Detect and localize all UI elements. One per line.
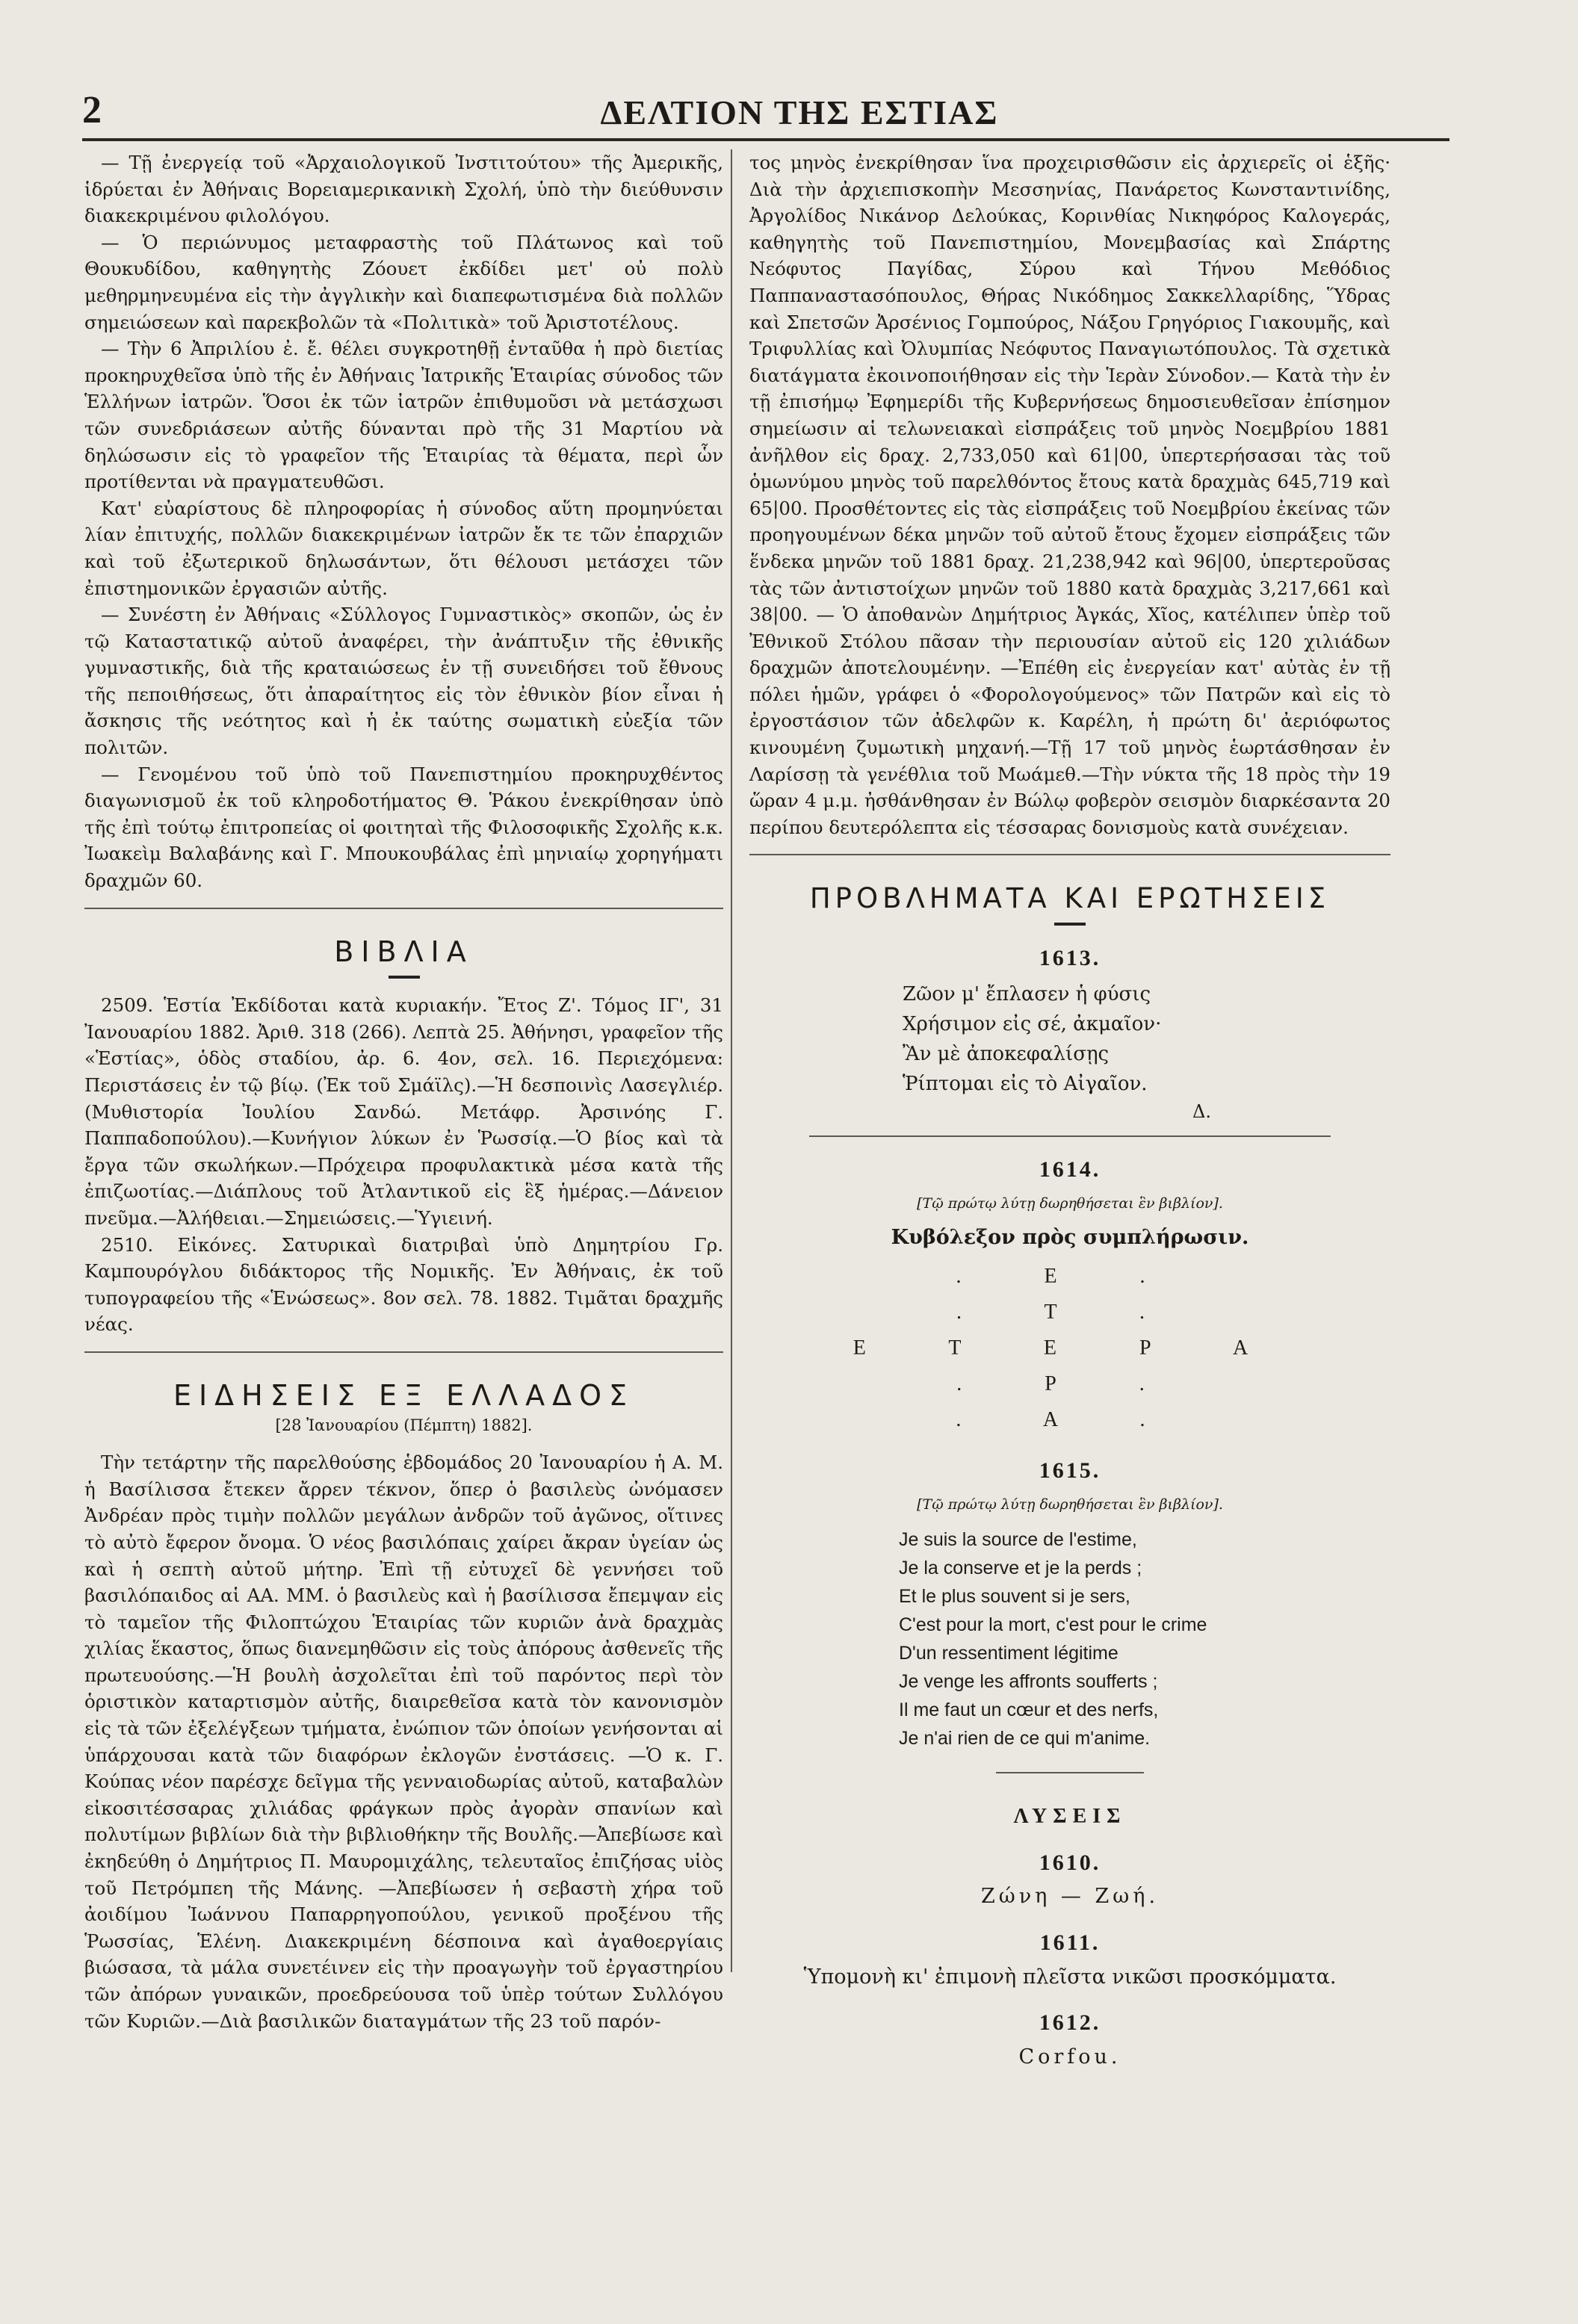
heading-dash xyxy=(1054,923,1086,926)
puzzle-verse xyxy=(903,979,1390,1099)
news-item: — Ὁ περιώνυμος μεταφραστὴς τοῦ Πλάτωνος καὶ τοῦ Θουκυδίδου, καθηγητὴς Ζόουετ ἐκδίδει μετ' οὐ πολὺ μεθηρμηνευμένα εἰς τὴν ἀγγλικὴν καὶ διαπεφωτισμένα διὰ πολλῶν σημειώσεων καὶ παρεκβολῶν τὰ «Πολιτικὰ» τοῦ Ἀριστοτέλους. xyxy=(84,231,723,333)
verse-line: D'un ressentiment légitime xyxy=(899,1643,1118,1664)
running-title: ΔΕΛΤΙΟΝ ΤΗΣ ΕΣΤΙΑΣ xyxy=(600,93,999,131)
grid-row: . Α . xyxy=(956,1408,1184,1431)
section-rule xyxy=(84,1351,723,1353)
short-rule xyxy=(996,1772,1144,1773)
solution-text: Ὑπομονὴ κι' ἐπιμονὴ πλεῖστα νικῶσι προσκόμματα. xyxy=(803,1965,1337,1989)
grid-row: . Ε . xyxy=(956,1265,1184,1288)
books-heading: ΒΙΒΛΙΑ xyxy=(334,935,474,968)
puzzle-rule xyxy=(809,1135,1331,1137)
section-rule xyxy=(84,908,723,909)
verse-line: Χρήσιμον εἰς σέ, ἀκμαῖον· xyxy=(903,1012,1162,1035)
verse-line: Ζῶον μ' ἔπλασεν ἡ φύσις xyxy=(903,982,1151,1005)
page-header xyxy=(82,88,1487,140)
news-continued: τος μηνὸς ἐνεκρίθησαν ἵνα προχειρισθῶσιν εἰς ἀρχιερεῖς οἱ ἑξῆς· Διὰ τὴν ἀρχιεπισκοπὴν Μεσσηνίας, Πανάρετος Κωνσταντινίδης, Ἀργολίδος Νικάνορ Δελούκας, Κορινθίας Νικηφόρος Καλογεράς, καθηγητὴς τοῦ Πανεπιστημίου, Μονεμβασίας καὶ Σπάρτης Νεόφυτος Παγίδας, Σύρου καὶ Τήνου Μεθόδιος Παππαναστασόπουλος, Θήρας Νικόδημος Σακκελλαρίδης, Ὕδρας καὶ Σπετσῶν Ἀρσένιος Γομπούρος, Νάξου Γρηγόριος Γιακουμῆς, καὶ Τριφυλλίας καὶ Ὀλυμπίας Νεόφυτος Παναγιωτόπουλος. Τὰ σχετικὰ διατάγματα ἐκοινοποιήθησαν εἰς τὴν Ἱερὰν Σύνοδον.— Κατὰ τὴν ἐν τῇ ἐπισήμῳ Ἐφημερίδι τῆς Κυβερνήσεως δημοσιευθεῖσαν ἐπίσημον σημείωσιν αἱ τελωνειακαὶ εἰσπράξεις τοῦ μηνὸς Νοεμβρίου 1881 ἀνῆλθον εἰς δραχ. 2,733,050 καὶ 61|00, ὑπερτερήσασαι τὰς τοῦ ὁμωνύμου μηνὸς τοῦ παρελθόντος ἔτους κατὰ δραχμὰς 645,719 καὶ 65|00. Προσθέτοντες εἰς τὰς εἰσπράξεις τοῦ Νοεμβρίου ἐκείνας τῶν προηγουμένων δέκα μηνῶν τοῦ αὐτοῦ ἔτους ἔχομεν εἰσπράξεις τῶν ἕνδεκα μηνῶν τοῦ 1881 δραχ. 21,238,942 καὶ 96|00, ὑπερτεροῦσας τὰς τῶν ἀντιστοίχων μηνῶν τοῦ 1880 κατὰ δραχμὰς 3,217,661 καὶ 38|00. — Ὁ ἀποθανὼν Δημήτριος Ἀγκάς, Χῖος, κατέλιπεν ὑπὲρ τοῦ Ἐθνικοῦ Στόλου πᾶσαν τὴν περιουσίαν αὐτοῦ εἰς 120 χιλιάδων δραχμῶν ἀποτελουμένην. —Ἐπέθη εἰς ἐνεργείαν κατ' αὐτὰς ἐν τῇ πόλει ἡμῶν, γράφει ὁ «Φορολογούμενος» τῶν Πατρῶν καὶ εἰς τὸ ἐργοστάσιον τῶν ἀδελφῶν κ. Καρέλη, ἡ πρώτη δι' ἀεριόφωτος κινουμένη ζυμωτικὴ μηχανή.—Τῇ 17 τοῦ μηνὸς ἑωρτάσθησαν ἐν Λαρίσσῃ τὰ γενέθλια τοῦ Μωάμεθ.—Τὴν νύκτα τῆς 18 πρὸς τὴν 19 ὥραν 4 μ.μ. ἠσθάνθησαν ἐν Βώλῳ φοβερὸν σεισμὸν διαρκέσαντα 20 περίπου δευτερόλεπτα εἰς τέσσαρας δονισμοὺς κατὰ συνέχειαν. xyxy=(749,152,1390,838)
solution-text: Ζώνη — Ζωή. xyxy=(980,1885,1160,1909)
solution-number: 1610. xyxy=(1039,1850,1101,1875)
heading-dash xyxy=(389,976,420,979)
verse-line: Ἂν μὲ ἀποκεφαλίσῃς xyxy=(903,1042,1110,1065)
word-square xyxy=(749,1259,1390,1438)
header-rule xyxy=(82,138,1449,141)
puzzle-subtitle: Κυβόλεξον πρὸς συμπλήρωσιν. xyxy=(891,1226,1249,1250)
book-entry: 2509. Ἑστία Ἐκδίδοται κατὰ κυριακήν. Ἔτος Ζ'. Τόμος ΙΓ', 31 Ἰανουαρίου 1882. Ἀριθ. 318 (266). Λεπτὰ 25. Ἀθήνησι, γραφεῖον τῆς «Ἑστίας», ὁδὸς σταδίου, ἀρ. 6. 4ον, σελ. 16. Περιεχόμενα: Περιστάσεις ἐν τῷ βίῳ. (Ἐκ τοῦ Σμάϊλς).—Ἡ δεσποινὶς Λασεγλιέρ. (Μυθιστορία Ἰουλίου Σανδώ. Μετάφρ. Ἀρσινόης Γ. Παππαδοπούλου).—Κυνήγιον λύκων ἐν Ῥωσσίᾳ.—Ὁ βίος καὶ τὰ ἔργα τῶν σκωλήκων.—Πρόχειρα προφυλακτικὰ μέσα κατὰ τῆς ἐπιζωοτίας.—Διάπλους τοῦ Ἀτλαντικοῦ εἰς ἓξ ἡμέρας.—Δάνειον πνεῦμα.—Ἀλήθειαι.—Σημειώσεις.—Ὑγιεινή. xyxy=(84,994,723,1229)
puzzle-number: 1614. xyxy=(1039,1157,1101,1183)
prize-note: [Τῷ πρώτῳ λύτῃ δωρηθήσεται ἓν βιβλίον]. xyxy=(917,1496,1223,1513)
verse-line: Je n'ai rien de ce qui m'anime. xyxy=(899,1728,1151,1750)
section-rule xyxy=(749,854,1390,855)
verse-line: C'est pour la mort, c'est pour le crime xyxy=(899,1614,1207,1636)
verse-line: Et le plus souvent si je sers, xyxy=(899,1586,1130,1608)
prize-note: [Τῷ πρώτῳ λύτῃ δωρηθήσεται ἓν βιβλίον]. xyxy=(917,1194,1223,1212)
puzzle-number: 1613. xyxy=(1039,946,1101,971)
right-column xyxy=(749,149,1390,2076)
grid-row: . Τ . xyxy=(956,1301,1184,1324)
puzzle-signature: Δ. xyxy=(1192,1100,1211,1122)
news-item: — Τῇ ἐνεργείᾳ τοῦ «Ἀρχαιολογικοῦ Ἰνστιτούτου» τῆς Ἀμερικῆς, ἱδρύεται ἐν Ἀθήναις Βορειαμερικανικὴ Σχολή, ὑπὸ τὴν διεύθυνσιν διακεκριμένου φιλολόγου. xyxy=(84,152,723,227)
greece-news-body: Τὴν τετάρτην τῆς παρελθούσης ἑβδομάδος 20 Ἰανουαρίου ἡ Α. Μ. ἡ Βασίλισσα ἔτεκεν ἄρρεν τέκνον, ὅπερ ὁ βασιλεὺς ὠνόμασεν Ἀνδρέαν πρὸς τιμὴν πολλῶν μεγάλων ἀνδρῶν τοῦ ἀγῶνος, οἵτινες τὸ αὐτὸ ἔφερον ὄνομα. Ὁ νέος βασιλόπαις χαίρει ἄκραν ὑγείαν ὡς καὶ ἡ σεπτὴ αὐτοῦ μήτηρ. Ἐπὶ τῇ εὐτυχεῖ δὲ γεννήσει τοῦ βασιλόπαιδος αἱ ΑΑ. ΜΜ. ὁ βασιλεὺς καὶ ἡ βασίλισσα ἔπεμψαν εἰς τὸ ταμεῖον τῆς Φιλοπτώχου Ἑταιρίας τῶν κυριῶν ἀνὰ δραχμὰς χιλίας ἕκαστος, ὅπως διανεμηθῶσιν εἰς τοὺς ἀπόρους ἀσθενεῖς τῆς πρωτευούσης.—Ἡ βουλὴ ἀσχολεῖται ἐπὶ τοῦ παρόντος περὶ τὸν ὁριστικὸν καταρτισμὸν αὐτῆς, διαιρεθεῖσα κατὰ τὸν κανονισμὸν εἰς τὰ τῶν ἐξελέγξεων τμήματα, ἐνώπιον τῶν ὁποίων γενήσονται αἱ ὑπάρχουσαι κατὰ τῶν διαφόρων ἐκλογῶν ἐνστάσεις. —Ὁ κ. Γ. Κούπας νέον παρέσχε δεῖγμα τῆς γενναιοδωρίας αὐτοῦ, καταβαλὼν εἰκοσιτέσσαρας χιλιάδας φράγκων πρὸς ἀγορὰν σπανίων καὶ πολυτίμων βιβλίων διὰ τὴν βιβλιοθήκην τῆς Βουλῆς.—Ἀπεβίωσε καὶ ἐκηδεύθη ὁ Δημήτριος Π. Μαυρομιχάλης, τελευταῖος ἐπιζήσας υἱὸς τοῦ Πετρόμπεη τῆς Μάνης. —Ἀπεβίωσεν ἡ σεβαστὴ χήρα τοῦ ἀοιδίμου Ἰωάννου Παπαρρηγοπούλου, γενικοῦ προξένου τῆς Ῥωσσίας, Ἑλένη. Διακεκριμένη δέσποινα καὶ ἀγαθοεργίαις βιώσασα, τὰ μάλα συνετέινεν εἰς τὴν προαγωγὴν τοῦ ἐργαστηρίου τῶν ἀπόρων γυναικῶν, προεδρεύουσα τοῦ ὑπὲρ τούτων Συλλόγου τῶν Κυριῶν.—Διὰ βασιλικῶν διαταγμάτων τῆς 23 τοῦ παρόν- xyxy=(84,1451,723,2032)
french-riddle xyxy=(899,1525,1390,1753)
solution-text: Corfou. xyxy=(1018,2045,1121,2069)
dateline: [28 Ἰανουαρίου (Πέμπτη) 1882]. xyxy=(275,1416,533,1434)
solution-number: 1611. xyxy=(1039,1930,1101,1955)
news-item: Κατ' εὐαρίστους δὲ πληροφορίας ἡ σύνοδος αὕτη προμηνύεται λίαν ἐπιτυχής, πολλῶν διακεκριμένων ἰατρῶν ἔκ τε τῶν ἐπαρχιῶν καὶ τοῦ ἐξωτερικοῦ δηλωσάντων, ὅτι θέλουσι μετάσχει τῶν ἐπιστημονικῶν ἐργασιῶν αὐτῆς. xyxy=(84,497,723,599)
page-number: 2 xyxy=(82,89,102,131)
verse-line: Je venge les affronts soufferts ; xyxy=(899,1671,1158,1693)
news-item: — Συνέστη ἐν Ἀθήναις «Σύλλογος Γυμναστικὸς» σκοπῶν, ὡς ἐν τῷ Καταστατικῷ αὐτοῦ ἀναφέρει, τὴν ἀνάπτυξιν τῆς ἐθνικῆς γυμναστικῆς, διὰ τῆς κραταιώσεως ἐν τῇ συνειδήσει τοῦ ἔθνους τῆς πεποιθήσεως, ὅτι ἀπαραίτητος εἰς τὸν ἐθνικὸν βίον εἶναι ἡ ἄσκησις τῆς νεότητος καὶ ἡ ἐκ ταύτης σωματικὴ εὐεξία τῶν πολιτῶν. xyxy=(84,604,723,759)
verse-line: Je la conserve et je la perds ; xyxy=(899,1558,1142,1579)
verse-line: Il me faut un cœur et des nerfs, xyxy=(899,1699,1159,1721)
news-item: — Τὴν 6 Ἀπριλίου ἐ. ἔ. θέλει συγκροτηθῇ ἐνταῦθα ἡ πρὸ διετίας προκηρυχθεῖσα ὑπὸ τῆς ἐν Ἀθήναις Ἰατρικῆς Ἑταιρίας σύνοδος τῶν Ἑλλήνων ἰατρῶν. Ὅσοι ἐκ τῶν ἰατρῶν ἐπιθυμοῦσι νὰ μετάσχωσι τῶν συνεδριάσεων αὐτῆς δύνανται πρὸ τῆς 31 Μαρτίου νὰ δηλώσωσιν εἰς τὸ γραφεῖον τῆς Ἑταιρίας τὰ θέματα, περὶ ὧν προτίθενται νὰ πραγματευθῶσι. xyxy=(84,338,723,493)
book-entry: 2510. Εἰκόνες. Σατυρικαὶ διατριβαὶ ὑπὸ Δημητρίου Γρ. Καμπουρόγλου διδάκτορος τῆς Νομικῆς. Ἐν Ἀθήναις, ἐκ τοῦ τυπογραφείου τῆς «Ἑνώσεως». 8ον σελ. 78. 1882. Τιμᾶται δραχμῆς νέας. xyxy=(84,1233,723,1336)
problems-heading: ΠΡΟΒΛΗΜΑΤΑ ΚΑΙ ΕΡΩΤΗΣΕΙΣ xyxy=(809,882,1331,915)
grid-row: Ε Τ Ε Ρ Α xyxy=(853,1336,1287,1360)
greece-news-heading: ΕΙΔΗΣΕΙΣ ΕΞ ΕΛΛΑΔΟΣ xyxy=(173,1378,635,1412)
puzzle-number: 1615. xyxy=(1039,1458,1101,1483)
column-divider xyxy=(731,149,732,1972)
grid-row: . Ρ . xyxy=(956,1372,1184,1395)
solutions-heading: ΛΥΣΕΙΣ xyxy=(1013,1805,1127,1829)
left-column xyxy=(84,149,723,2034)
verse-line: Je suis la source de l'estime, xyxy=(899,1529,1137,1551)
solution-number: 1612. xyxy=(1039,2010,1101,2036)
news-item: — Γενομένου τοῦ ὑπὸ τοῦ Πανεπιστημίου προκηρυχθέντος διαγωνισμοῦ ἐκ τοῦ κληροδοτήματος Θ. Ῥάκου ἐνεκρίθησαν ὑπὸ τῆς ἐπὶ τούτῳ ἐπιτροπείας οἱ φοιτηταὶ τῆς Φιλοσοφικῆς Σχολῆς κ.κ. Ἰωακεὶμ Βαλαβάνης καὶ Γ. Μπουκουβάλας ἐπὶ μηνιαίῳ χορηγήματι δραχμῶν 60. xyxy=(84,763,723,892)
verse-line: Ῥίπτομαι εἰς τὸ Αἰγαῖον. xyxy=(903,1072,1148,1095)
